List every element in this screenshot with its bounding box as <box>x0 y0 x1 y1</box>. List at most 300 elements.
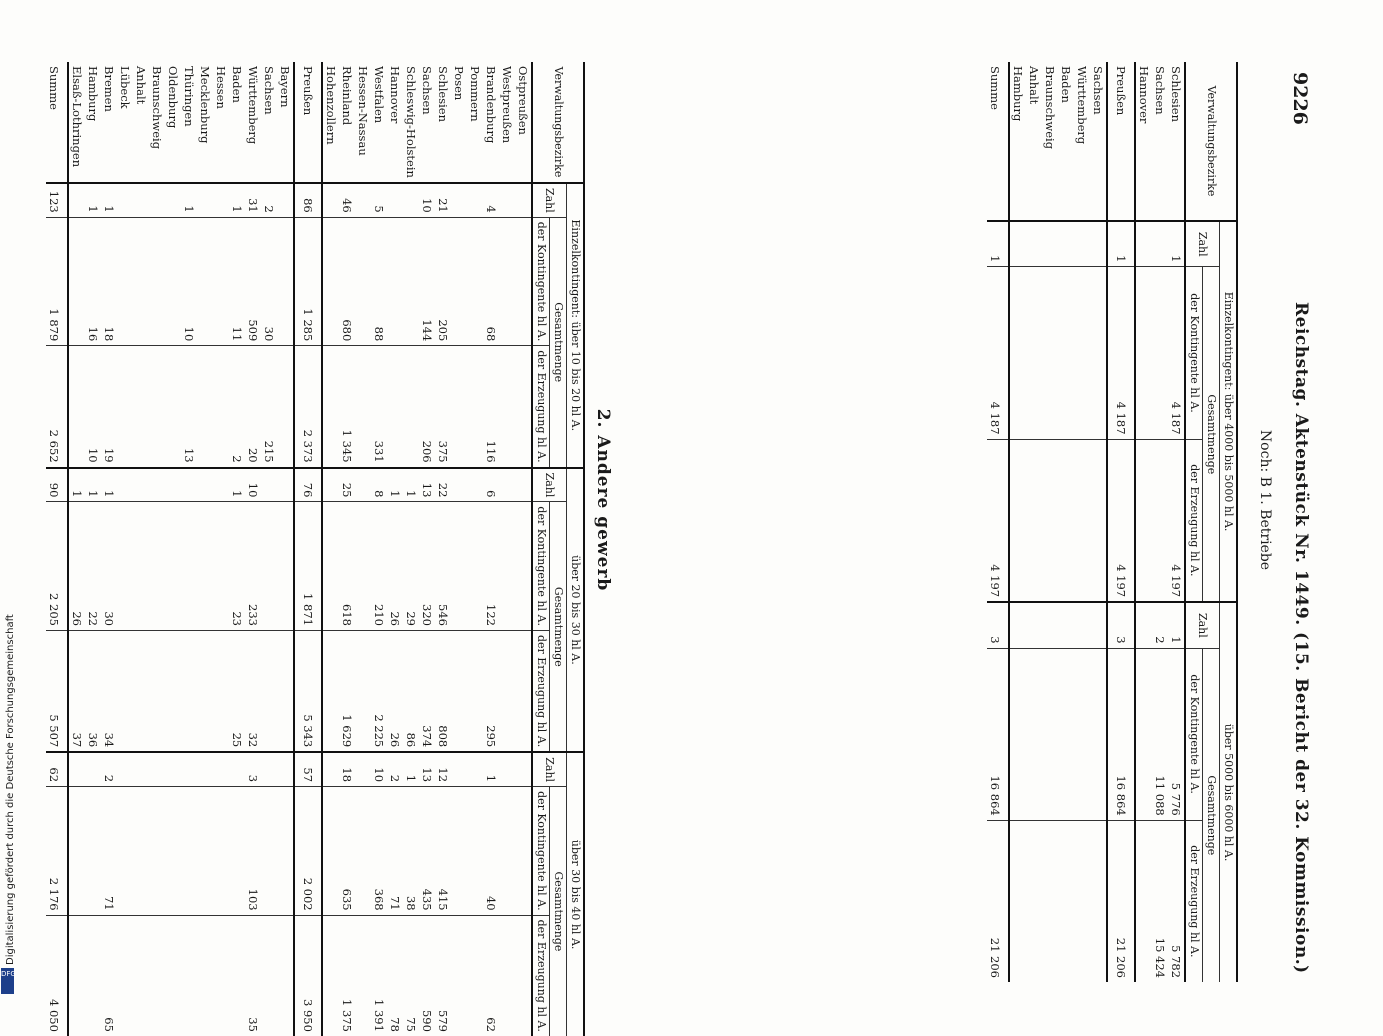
cell-zahl: 1 <box>229 468 245 502</box>
cell-kontingent <box>467 787 483 916</box>
cell-kontingent: 11 088 <box>1152 648 1168 820</box>
cell-erzeugung <box>515 346 532 468</box>
table-kontingent-10-40 <box>46 62 585 1036</box>
cell-erzeugung <box>1074 439 1090 602</box>
district-name: Mecklenburg <box>198 66 212 144</box>
digitization-note <box>2 600 16 995</box>
digitization-text: Digitalisierung gefördert durch die Deutsche Forschungsgemeinschaft <box>5 614 16 965</box>
district-name: Pommern <box>468 66 482 122</box>
cell-erzeugung <box>277 346 294 468</box>
table-kontingent-4000-6000 <box>987 62 1238 982</box>
cell-kontingent <box>355 502 371 631</box>
cell-zahl <box>133 468 149 502</box>
cell-kontingent <box>515 502 532 631</box>
district-name: Posen <box>452 66 466 101</box>
cell-zahl <box>1135 602 1152 648</box>
cell-erzeugung: 4 197 <box>1107 439 1135 602</box>
group-header-3: über 30 bis 40 hl A. <box>567 752 585 1036</box>
cell-zahl <box>213 183 229 217</box>
cell-kontingent: 1 879 <box>46 217 68 346</box>
table-row <box>1009 62 1026 982</box>
col-kont-header: der Kontingente hl A. <box>1185 267 1203 439</box>
col-zahl-header: Zahl <box>1185 602 1220 648</box>
cell-kontingent <box>85 787 101 916</box>
cell-erzeugung <box>133 346 149 468</box>
cell-erzeugung: 5 507 <box>46 630 68 752</box>
cell-zahl <box>387 183 403 217</box>
cell-kontingent: 26 <box>68 502 85 631</box>
cell-kontingent <box>213 787 229 916</box>
cell-kontingent: 4 187 <box>1107 267 1135 439</box>
cell-erzeugung <box>277 915 294 1036</box>
group-header-2: über 5000 bis 6000 hl A. <box>1220 602 1238 982</box>
total-row <box>987 62 1009 982</box>
table-row <box>355 62 371 1036</box>
col-kont-header: der Kontingente hl A. <box>532 217 550 346</box>
cell-kontingent <box>322 217 339 346</box>
cell-erzeugung <box>1009 820 1026 982</box>
cell-kontingent <box>117 502 133 631</box>
cell-zahl <box>68 752 85 786</box>
cell-zahl: 46 <box>339 183 355 217</box>
cell-zahl: 1 <box>1168 602 1185 648</box>
cell-kontingent <box>1135 648 1152 820</box>
cell-kontingent: 205 <box>435 217 451 346</box>
cell-zahl <box>165 183 181 217</box>
district-name: Lübeck <box>118 66 132 109</box>
table-row <box>387 62 403 1036</box>
cell-kontingent <box>213 502 229 631</box>
cell-kontingent <box>499 502 515 631</box>
cell-erzeugung <box>515 915 532 1036</box>
cell-kontingent <box>467 217 483 346</box>
cell-kontingent <box>322 787 339 916</box>
cell-erzeugung: 590 <box>419 915 435 1036</box>
cell-erzeugung <box>355 346 371 468</box>
table-row <box>133 62 149 1036</box>
cell-zahl <box>181 468 197 502</box>
col-district-header: Verwaltungsbezirke <box>1205 85 1218 197</box>
cell-kontingent <box>165 217 181 346</box>
cell-zahl: 10 <box>371 752 387 786</box>
cell-zahl <box>149 752 165 786</box>
cell-erzeugung <box>149 915 165 1036</box>
cell-erzeugung <box>133 630 149 752</box>
cell-kontingent <box>1090 648 1107 820</box>
cell-kontingent <box>213 217 229 346</box>
cell-kontingent <box>117 787 133 916</box>
cell-zahl <box>117 468 133 502</box>
cell-erzeugung <box>165 346 181 468</box>
cell-erzeugung <box>1135 820 1152 982</box>
district-name: Hannover <box>1137 66 1151 124</box>
cell-erzeugung <box>197 630 213 752</box>
cell-kontingent <box>68 787 85 916</box>
cell-erzeugung: 116 <box>483 346 499 468</box>
cell-kontingent: 2 002 <box>294 787 322 916</box>
table-row <box>277 62 294 1036</box>
cell-kontingent: 71 <box>387 787 403 916</box>
cell-erzeugung <box>322 630 339 752</box>
subtotal-row <box>294 62 322 1036</box>
subtotal-row <box>1107 62 1135 982</box>
cell-zahl: 76 <box>294 468 322 502</box>
cell-erzeugung: 4 197 <box>1168 439 1185 602</box>
cell-kontingent <box>165 502 181 631</box>
cell-erzeugung: 374 <box>419 630 435 752</box>
cell-erzeugung <box>1135 439 1152 602</box>
total-row <box>46 62 68 1036</box>
cell-erzeugung <box>213 915 229 1036</box>
cell-erzeugung <box>165 915 181 1036</box>
cell-zahl <box>1135 221 1152 267</box>
district-name: Thüringen <box>182 66 196 127</box>
cell-erzeugung: 206 <box>419 346 435 468</box>
cell-zahl <box>1090 602 1107 648</box>
cell-kontingent: 40 <box>483 787 499 916</box>
cell-kontingent <box>499 217 515 346</box>
cell-zahl: 3 <box>245 752 261 786</box>
table-row <box>197 62 213 1036</box>
cell-kontingent <box>387 217 403 346</box>
cell-zahl <box>197 183 213 217</box>
cell-erzeugung: 375 <box>435 346 451 468</box>
cell-erzeugung: 36 <box>85 630 101 752</box>
cell-kontingent <box>1090 267 1107 439</box>
district-name: Bremen <box>102 66 116 112</box>
cell-erzeugung <box>197 915 213 1036</box>
district-name: Sachsen <box>420 66 434 115</box>
cell-zahl: 2 <box>1152 602 1168 648</box>
district-name: Hamburg <box>1011 66 1025 122</box>
table-row <box>1058 62 1074 982</box>
cell-erzeugung: 808 <box>435 630 451 752</box>
cell-erzeugung <box>403 346 419 468</box>
cell-zahl <box>403 183 419 217</box>
cell-erzeugung <box>499 630 515 752</box>
table-row <box>371 62 387 1036</box>
cell-erzeugung <box>499 346 515 468</box>
table-body <box>987 62 1185 982</box>
table-row <box>339 62 355 1036</box>
cell-erzeugung: 3 950 <box>294 915 322 1036</box>
cell-kontingent <box>1009 648 1026 820</box>
cell-zahl <box>1152 221 1168 267</box>
district-name: Sachsen <box>1153 66 1167 115</box>
cell-kontingent: 680 <box>339 217 355 346</box>
cell-zahl <box>68 183 85 217</box>
cell-erzeugung <box>1090 439 1107 602</box>
cell-erzeugung: 34 <box>101 630 117 752</box>
cell-erzeugung <box>355 915 371 1036</box>
cell-kontingent <box>1074 267 1090 439</box>
table-row <box>245 62 261 1036</box>
cell-zahl <box>322 752 339 786</box>
col-district-header: Verwaltungsbezirke <box>552 66 565 178</box>
table-row <box>149 62 165 1036</box>
cell-kontingent: 16 864 <box>987 648 1009 820</box>
cell-erzeugung <box>229 915 245 1036</box>
col-gesamt-header: Gesamtmenge <box>550 217 567 467</box>
cell-kontingent: 5 776 <box>1168 648 1185 820</box>
cell-erzeugung: 4 197 <box>987 439 1009 602</box>
running-head: Reichstag. Aktenstück Nr. 1449. (15. Bericht der 32. Kommission.) <box>1291 302 1311 974</box>
cell-zahl <box>197 752 213 786</box>
cell-kontingent: 16 864 <box>1107 648 1135 820</box>
district-name: Schleswig-Holstein <box>404 66 418 178</box>
cell-zahl <box>85 752 101 786</box>
district-name: Württemberg <box>1075 66 1089 145</box>
cell-zahl <box>515 183 532 217</box>
cell-kontingent: 18 <box>101 217 117 346</box>
cell-erzeugung: 25 <box>229 630 245 752</box>
cell-zahl: 1 <box>85 468 101 502</box>
cell-zahl <box>277 468 294 502</box>
cell-erzeugung: 5 782 <box>1168 820 1185 982</box>
col-zahl-header: Zahl <box>532 183 567 217</box>
cell-zahl <box>261 468 277 502</box>
district-name: Hessen-Nassau <box>356 66 370 156</box>
cell-zahl: 2 <box>261 183 277 217</box>
col-kont-header: der Kontingente hl A. <box>1185 648 1203 820</box>
cell-erzeugung <box>451 630 467 752</box>
cell-zahl: 2 <box>387 752 403 786</box>
col-gesamt-header: Gesamtmenge <box>1203 267 1220 602</box>
cell-zahl <box>451 752 467 786</box>
cell-erzeugung <box>85 915 101 1036</box>
cell-kontingent: 233 <box>245 502 261 631</box>
cell-zahl <box>1026 602 1042 648</box>
cell-zahl: 57 <box>294 752 322 786</box>
cell-zahl: 123 <box>46 183 68 217</box>
cell-zahl: 6 <box>483 468 499 502</box>
cell-zahl <box>322 183 339 217</box>
cell-zahl <box>149 183 165 217</box>
table-row <box>1152 62 1168 982</box>
cell-zahl: 90 <box>46 468 68 502</box>
cell-erzeugung <box>322 915 339 1036</box>
cell-kontingent: 16 <box>85 217 101 346</box>
district-name: Elsaß-Lothringen <box>70 66 84 168</box>
district-name: Brandenburg <box>484 66 498 144</box>
cell-kontingent: 30 <box>261 217 277 346</box>
cell-zahl <box>355 752 371 786</box>
cell-kontingent <box>451 502 467 631</box>
cell-erzeugung: 26 <box>387 630 403 752</box>
cell-zahl <box>499 752 515 786</box>
section-title: 2. Andere gewerb <box>593 408 613 592</box>
district-name: Schlesien <box>436 66 450 123</box>
district-name: Braunschweig <box>150 66 164 150</box>
cell-zahl <box>133 183 149 217</box>
cell-zahl <box>1058 602 1074 648</box>
cell-erzeugung <box>68 346 85 468</box>
cell-zahl: 13 <box>419 752 435 786</box>
district-name: Preußen <box>301 66 315 116</box>
district-name: Bayern <box>278 66 292 108</box>
cell-erzeugung <box>117 915 133 1036</box>
cell-erzeugung <box>1026 820 1042 982</box>
cell-zahl <box>499 468 515 502</box>
table-row <box>435 62 451 1036</box>
table-body <box>46 62 532 1036</box>
cell-zahl: 2 <box>101 752 117 786</box>
cell-zahl: 1 <box>403 752 419 786</box>
cell-erzeugung <box>149 630 165 752</box>
cell-zahl <box>261 752 277 786</box>
cell-kontingent <box>133 502 149 631</box>
cell-kontingent <box>197 217 213 346</box>
cell-zahl: 1 <box>101 468 117 502</box>
cell-kontingent <box>149 502 165 631</box>
cell-zahl <box>467 183 483 217</box>
cell-kontingent <box>403 217 419 346</box>
cell-erzeugung <box>1152 439 1168 602</box>
cell-erzeugung: 37 <box>68 630 85 752</box>
cell-zahl: 21 <box>435 183 451 217</box>
district-name: Ostpreußen <box>516 66 530 135</box>
cell-kontingent <box>467 502 483 631</box>
cell-zahl <box>117 752 133 786</box>
district-name: Schlesien <box>1169 66 1183 123</box>
cell-erzeugung <box>261 915 277 1036</box>
cell-kontingent: 88 <box>371 217 387 346</box>
table-row <box>85 62 101 1036</box>
cell-kontingent: 26 <box>387 502 403 631</box>
district-name: Rheinland <box>340 66 354 126</box>
cell-zahl <box>515 752 532 786</box>
table-row <box>515 62 532 1036</box>
district-name: Anhalt <box>1027 66 1041 105</box>
col-erz-header: der Erzeugung hl A. <box>532 346 550 468</box>
cell-erzeugung <box>515 630 532 752</box>
cell-kontingent <box>322 502 339 631</box>
cell-zahl <box>499 183 515 217</box>
cell-zahl <box>165 752 181 786</box>
district-name: Oldenburg <box>166 66 180 129</box>
table-row <box>229 62 245 1036</box>
cell-kontingent: 29 <box>403 502 419 631</box>
cell-erzeugung <box>1042 820 1058 982</box>
cell-zahl <box>213 468 229 502</box>
district-name: Preußen <box>1114 66 1128 116</box>
cell-zahl: 1 <box>483 752 499 786</box>
cell-zahl: 10 <box>245 468 261 502</box>
district-name: Westpreußen <box>500 66 514 144</box>
district-name: Sachsen <box>1091 66 1105 115</box>
cell-kontingent: 435 <box>419 787 435 916</box>
cell-kontingent <box>1042 648 1058 820</box>
cell-zahl: 22 <box>435 468 451 502</box>
table-row <box>165 62 181 1036</box>
cell-erzeugung <box>277 630 294 752</box>
cell-erzeugung <box>133 915 149 1036</box>
cell-erzeugung <box>149 346 165 468</box>
cell-erzeugung: 75 <box>403 915 419 1036</box>
cell-zahl <box>149 468 165 502</box>
cell-erzeugung: 1 629 <box>339 630 355 752</box>
cell-erzeugung <box>1090 820 1107 982</box>
cell-erzeugung <box>213 346 229 468</box>
cell-erzeugung: 78 <box>387 915 403 1036</box>
dfg-logo: DFG <box>1 968 14 994</box>
cell-zahl: 3 <box>987 602 1009 648</box>
cell-kontingent <box>181 787 197 916</box>
cell-zahl <box>451 468 467 502</box>
cell-zahl: 3 <box>1107 602 1135 648</box>
group-header-2: über 20 bis 30 hl A. <box>567 468 585 753</box>
cell-kontingent <box>1058 267 1074 439</box>
cell-kontingent: 618 <box>339 502 355 631</box>
col-kont-header: der Kontingente hl A. <box>532 787 550 916</box>
cell-erzeugung <box>1042 439 1058 602</box>
cell-erzeugung <box>261 630 277 752</box>
cell-zahl: 13 <box>419 468 435 502</box>
cell-zahl <box>451 183 467 217</box>
cell-zahl: 1 <box>987 221 1009 267</box>
table-row <box>101 62 117 1036</box>
cell-erzeugung: 10 <box>85 346 101 468</box>
cell-zahl: 1 <box>181 183 197 217</box>
cell-kontingent: 320 <box>419 502 435 631</box>
col-zahl-header: Zahl <box>532 468 567 502</box>
cell-erzeugung <box>165 630 181 752</box>
cell-zahl: 4 <box>483 183 499 217</box>
cell-zahl <box>165 468 181 502</box>
cell-kontingent <box>515 217 532 346</box>
col-erz-header: der Erzeugung hl A. <box>532 630 550 752</box>
cell-erzeugung <box>68 915 85 1036</box>
cell-zahl: 5 <box>371 183 387 217</box>
cell-kontingent: 4 187 <box>987 267 1009 439</box>
cell-zahl <box>277 752 294 786</box>
cell-kontingent <box>149 787 165 916</box>
district-name: Sachsen <box>262 66 276 115</box>
page-header <box>1281 62 1311 980</box>
cell-erzeugung: 32 <box>245 630 261 752</box>
cell-zahl: 1 <box>229 183 245 217</box>
cell-kontingent <box>355 217 371 346</box>
cell-erzeugung <box>197 346 213 468</box>
table-row <box>419 62 435 1036</box>
cell-erzeugung: 65 <box>101 915 117 1036</box>
cell-kontingent <box>1058 648 1074 820</box>
cell-zahl <box>1042 221 1058 267</box>
table-row <box>1135 62 1152 982</box>
group-header-1: Einzelkontingent: über 10 bis 20 hl A. <box>567 183 585 468</box>
cell-erzeugung <box>117 630 133 752</box>
cell-zahl: 1 <box>68 468 85 502</box>
cell-kontingent: 22 <box>85 502 101 631</box>
col-zahl-header: Zahl <box>1185 221 1220 267</box>
cell-zahl <box>1042 602 1058 648</box>
cell-kontingent: 38 <box>403 787 419 916</box>
cell-erzeugung <box>322 346 339 468</box>
cell-kontingent <box>261 787 277 916</box>
cell-kontingent <box>355 787 371 916</box>
cell-erzeugung: 215 <box>261 346 277 468</box>
cell-kontingent <box>133 787 149 916</box>
table-row <box>68 62 85 1036</box>
table-row <box>451 62 467 1036</box>
cell-zahl: 86 <box>294 183 322 217</box>
cell-kontingent: 68 <box>483 217 499 346</box>
cell-zahl <box>322 468 339 502</box>
table-row <box>467 62 483 1036</box>
cell-kontingent <box>68 217 85 346</box>
cell-erzeugung: 579 <box>435 915 451 1036</box>
district-name: Hannover <box>388 66 402 124</box>
